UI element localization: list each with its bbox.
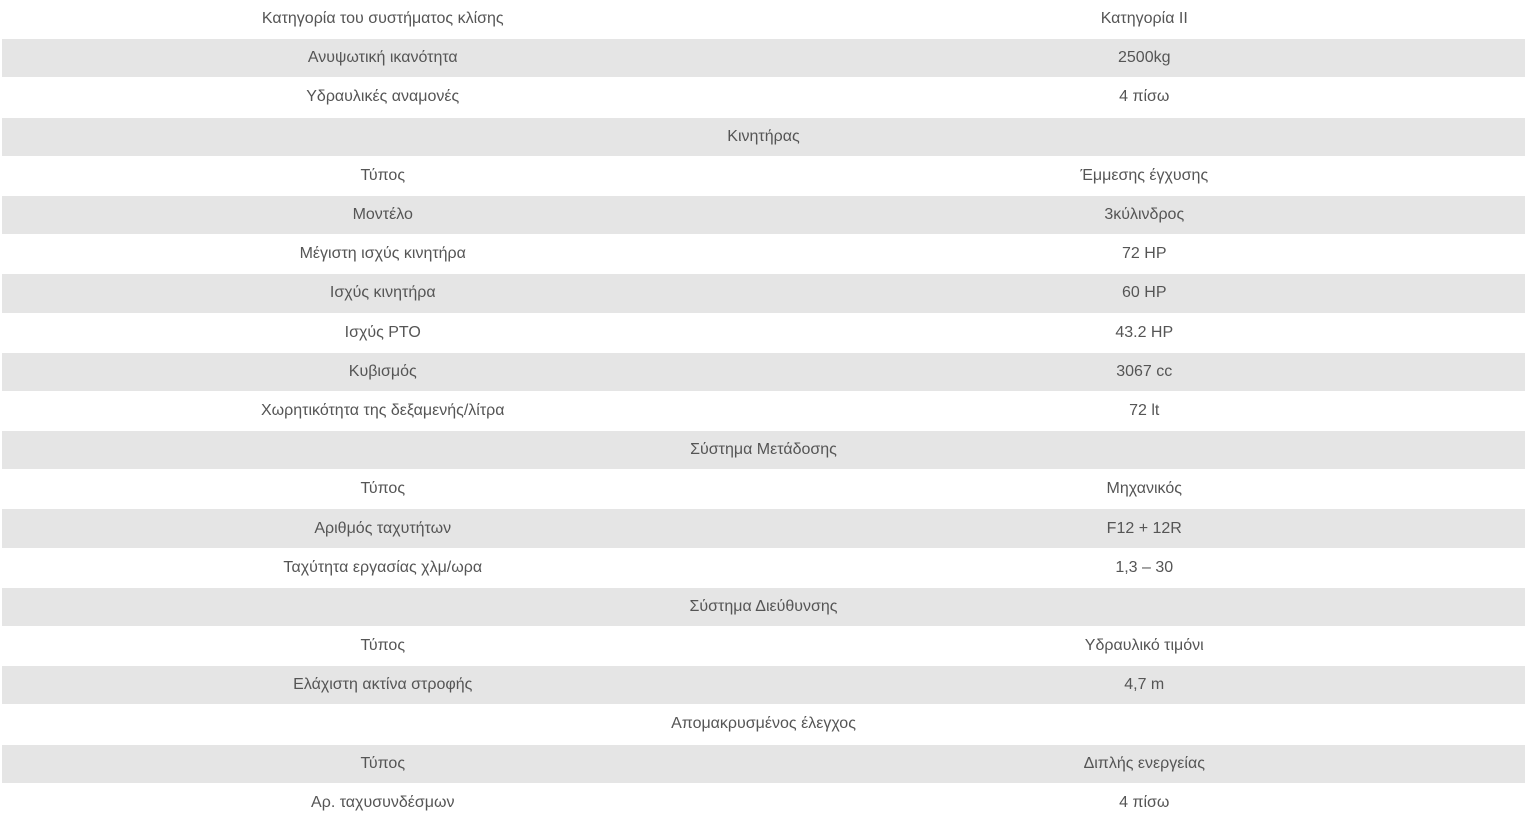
- spec-row: [2, 666, 1525, 705]
- section-header-remote-control: [2, 705, 1525, 744]
- spec-value: 4 πίσω: [764, 78, 1525, 117]
- spec-row: [2, 39, 1525, 78]
- spec-label: Τύπος: [2, 744, 764, 783]
- spec-row: [2, 627, 1525, 666]
- spec-value: Μηχανικός: [764, 470, 1525, 509]
- spec-row: [2, 744, 1525, 783]
- spec-value: 60 HP: [764, 274, 1525, 313]
- spec-value: 1,3 – 30: [764, 548, 1525, 587]
- spec-label: Χωρητικότητα της δεξαμενής/λίτρα: [2, 391, 764, 430]
- spec-row: [2, 391, 1525, 430]
- spec-label: Μέγιστη ισχύς κινητήρα: [2, 235, 764, 274]
- spec-label: Τύπος: [2, 627, 764, 666]
- spec-label: Ελάχιστη ακτίνα στροφής: [2, 666, 764, 705]
- section-title: Σύστημα Διεύθυνσης: [2, 587, 1525, 626]
- spec-value: 4,7 m: [764, 666, 1525, 705]
- section-title: Σύστημα Μετάδοσης: [2, 431, 1525, 470]
- spec-label: Ισχύς κινητήρα: [2, 274, 764, 313]
- section-header-steering: [2, 587, 1525, 626]
- spec-value: 72 HP: [764, 235, 1525, 274]
- spec-table: [2, 0, 1525, 822]
- section-header-transmission: [2, 431, 1525, 470]
- spec-row: [2, 509, 1525, 548]
- spec-row: [2, 548, 1525, 587]
- spec-value: 2500kg: [764, 39, 1525, 78]
- spec-row: [2, 783, 1525, 822]
- spec-value: Διπλής ενεργείας: [764, 744, 1525, 783]
- section-title: Κινητήρας: [2, 117, 1525, 156]
- spec-row: [2, 195, 1525, 234]
- spec-value: Υδραυλικό τιμόνι: [764, 627, 1525, 666]
- spec-value: 4 πίσω: [764, 783, 1525, 822]
- spec-label: Τύπος: [2, 156, 764, 195]
- spec-label: Τύπος: [2, 470, 764, 509]
- spec-label: Μοντέλο: [2, 195, 764, 234]
- spec-row: [2, 352, 1525, 391]
- spec-row: [2, 78, 1525, 117]
- spec-label: Κατηγορία του συστήματος κλίσης: [2, 0, 764, 39]
- spec-value: 72 lt: [764, 391, 1525, 430]
- spec-value: 3067 cc: [764, 352, 1525, 391]
- spec-row: [2, 235, 1525, 274]
- spec-row: [2, 156, 1525, 195]
- spec-value: Κατηγορία II: [764, 0, 1525, 39]
- spec-row: [2, 313, 1525, 352]
- spec-row: [2, 0, 1525, 39]
- spec-label: Υδραυλικές αναμονές: [2, 78, 764, 117]
- spec-value: 3κύλινδρος: [764, 195, 1525, 234]
- spec-label: Ταχύτητα εργασίας χλμ/ωρα: [2, 548, 764, 587]
- section-header-engine: [2, 117, 1525, 156]
- section-title: Απομακρυσμένος έλεγχος: [2, 705, 1525, 744]
- spec-label: Ανυψωτική ικανότητα: [2, 39, 764, 78]
- spec-label: Κυβισμός: [2, 352, 764, 391]
- spec-label: Αρ. ταχυσυνδέσμων: [2, 783, 764, 822]
- spec-value: F12 + 12R: [764, 509, 1525, 548]
- spec-table-body: [2, 0, 1525, 822]
- spec-value: Έμμεσης έγχυσης: [764, 156, 1525, 195]
- spec-label: Αριθμός ταχυτήτων: [2, 509, 764, 548]
- spec-label: Ισχύς PTO: [2, 313, 764, 352]
- spec-value: 43.2 HP: [764, 313, 1525, 352]
- spec-row: [2, 274, 1525, 313]
- spec-row: [2, 470, 1525, 509]
